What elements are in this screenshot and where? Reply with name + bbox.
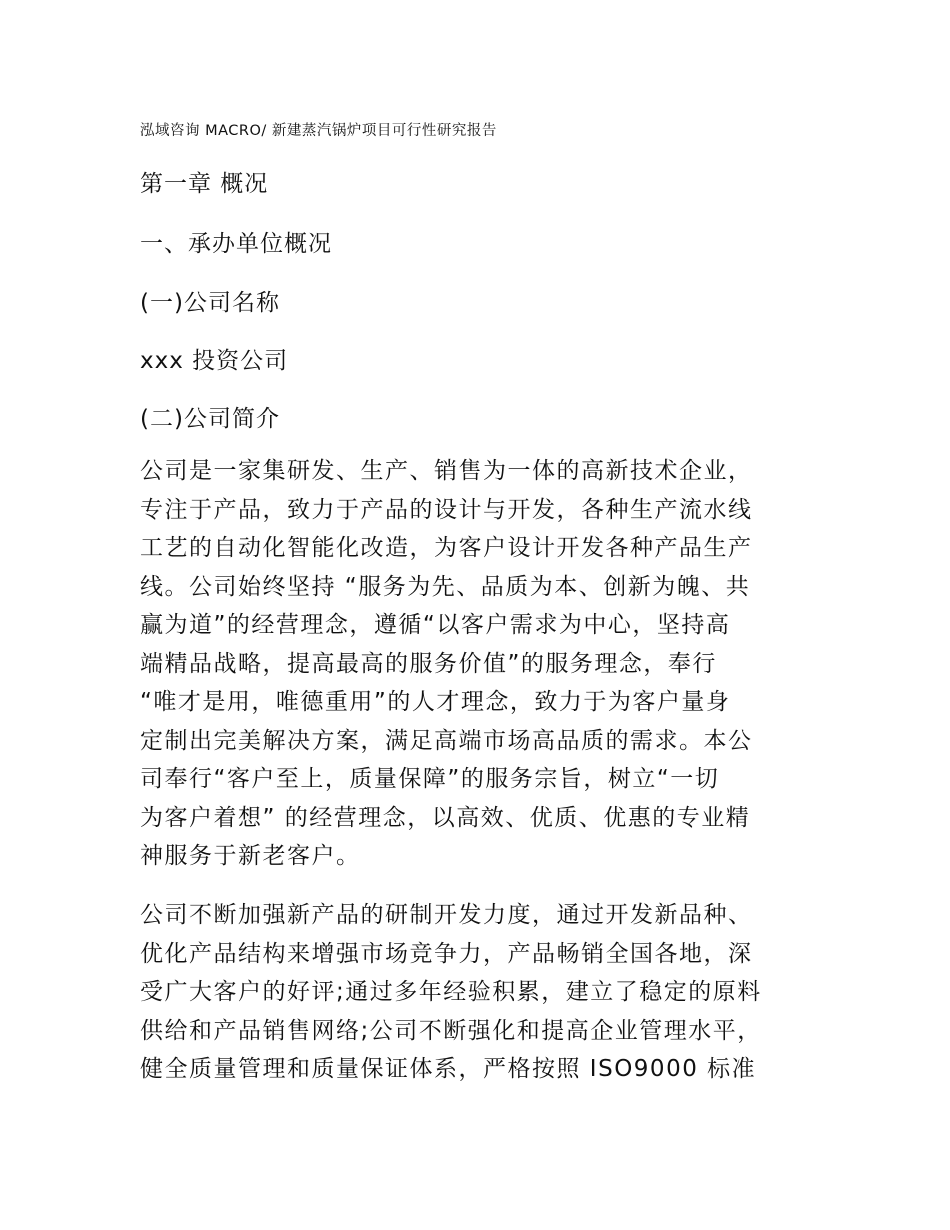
paragraph-line: 为客户着想” 的经营理念，以高效、优质、优惠的专业精 xyxy=(140,804,751,831)
paragraph-line: 线。公司始终坚持 “服务为先、品质为本、创新为魄、共 xyxy=(140,573,751,600)
paragraph-line: 端精品战略，提高最高的服务价值”的服务理念，奉行 xyxy=(140,650,717,677)
paragraph-line: 供给和产品销售网络;公司不断强化和提高企业管理水平， xyxy=(140,1017,762,1044)
paragraph-line: 司奉行“客户至上，质量保障”的服务宗旨，树立“一切 xyxy=(140,766,720,792)
subsection-company-profile: (二)公司简介 xyxy=(140,406,280,432)
paragraph-line: 赢为道”的经营理念，遵循“以客户需求为中心，坚持高 xyxy=(140,612,731,638)
company-name: xxx 投资公司 xyxy=(140,348,289,374)
paragraph-line: 优化产品结构来增强市场竞争力，产品畅销全国各地，深 xyxy=(140,940,753,967)
paragraph-line: 受广大客户的好评;通过多年经验积累，建立了稳定的原料 xyxy=(140,979,762,1005)
paragraph-line: 专注于产品，致力于产品的设计与开发，各种生产流水线 xyxy=(140,496,753,523)
paragraph-line: 工艺的自动化智能化改造，为客户设计开发各种产品生产 xyxy=(140,535,753,561)
paragraph-company-profile xyxy=(140,452,820,876)
paragraph-line: 神服务于新老客户。 xyxy=(140,843,361,869)
page-header: 泓域咨询 MACRO/ 新建蒸汽锅炉项目可行性研究报告 xyxy=(140,123,497,139)
paragraph-line: “唯才是用，唯德重用”的人才理念，致力于为客户量身 xyxy=(140,689,731,715)
chapter-title: 第一章 概况 xyxy=(140,171,269,197)
paragraph-company-development xyxy=(140,896,820,1089)
subsection-company-name: (一)公司名称 xyxy=(140,290,280,316)
paragraph-line: 定制出完美解决方案，满足高端市场高品质的需求。本公 xyxy=(140,727,753,754)
paragraph-line: 公司不断加强新产品的研制开发力度，通过开发新品种、 xyxy=(140,902,753,928)
paragraph-line: 健全质量管理和质量保证体系，严格按照 ISO9000 标准 xyxy=(140,1056,757,1082)
section-title: 一、承办单位概况 xyxy=(140,231,332,257)
paragraph-line: 公司是一家集研发、生产、销售为一体的高新技术企业， xyxy=(140,458,753,484)
